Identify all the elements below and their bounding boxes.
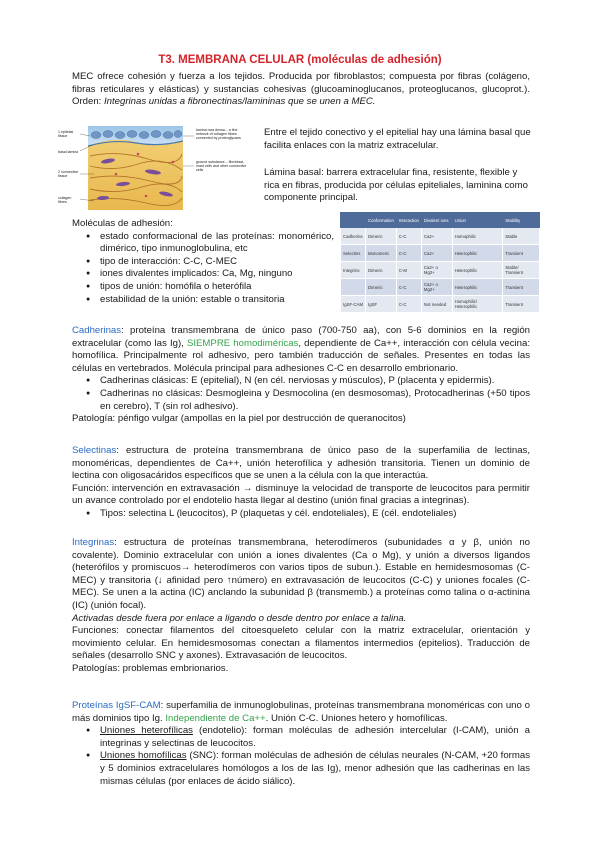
table-header-row	[341, 213, 540, 228]
table-cell: Dimeric	[366, 262, 397, 279]
basal-paragraph-1: Entre el tejido conectivo y el epitelial hay una lámina basal que facilita enlaces con la matriz extracelular.	[264, 127, 531, 151]
selectinas-funcion: Función: intervención en extravasación → disminuye la velocidad de transporte de leucocitos para permitir un avance controlado por el endotelio hasta llegar al destino (unión final gracias a integrinas).	[72, 482, 530, 507]
table-cell: C-C	[396, 279, 421, 296]
table-cell: Ca2+ o Mg2+	[421, 279, 452, 296]
molecules-section	[72, 218, 334, 306]
table-header: Conformation	[366, 213, 397, 228]
igsf-text: : superfamilia de inmunoglobulinas, proteínas transmembrana monoméricas con uno o más dominios tipo Ig.	[72, 700, 530, 724]
molecule-item: ● iones divalentes implicados: Ca, Mg, ninguno	[72, 268, 334, 281]
molecule-item: ● tipo de interacción: C-C, C-MEC	[72, 256, 334, 269]
fig-label-basal: basal lamina	[58, 150, 79, 154]
table-cell: Heterophilic	[452, 262, 503, 279]
table-cell: Transient	[503, 296, 540, 313]
table-row	[341, 279, 540, 296]
adhesion-table	[340, 212, 540, 313]
table-cell: Heterophilic	[452, 245, 503, 262]
igsf-item	[72, 725, 530, 750]
igsf-green: Independiente de Ca++	[165, 712, 266, 724]
integrinas-label: Integrinas	[72, 537, 115, 548]
intro-paragraph	[72, 71, 530, 109]
table-cell: Ca2+ o Mg2+	[421, 262, 452, 279]
table-row	[341, 262, 540, 279]
fig-label-epitelial: 1 epitelial tissue	[58, 130, 74, 139]
selectinas-label: Selectinas	[72, 445, 117, 456]
table-cell: IgSF-CAM	[341, 296, 366, 313]
table-cell: Heterophilic	[452, 279, 503, 296]
igsf-item-title: Uniones heterofílicas	[100, 725, 193, 737]
table-cell: Homophilic	[452, 228, 503, 245]
fig-label-collagen: collagen fibres	[58, 196, 72, 205]
table-cell: Stable/ Transient	[503, 262, 540, 279]
table-row	[341, 296, 540, 313]
integrinas-patologias: Patologías: problemas embrionarios.	[72, 662, 229, 674]
fig-label-ground: ground substance... fibroblast, mast cells and other connective cells	[196, 160, 247, 173]
igsf-item-text: (endotelio): forman moléculas de adhesión intercelular (I-CAM), unión a integrinas y selectinas de leucocitos.	[100, 725, 530, 749]
integrinas-section	[72, 537, 530, 676]
intro-text: MEC ofrece cohesión y fuerza a los tejidos. Producida por fibroblastos; compuesta por fibras (colágeno, fibras reticulares y elásticas) y sustancias cohesivas (glucoaminoglucanos, proteoglucanos, glucoprot.). Orden:	[72, 71, 530, 108]
cadherinas-patologia: Patología: pénfigo vulgar (ampollas en la piel por destrucción de queranocitos)	[72, 413, 406, 425]
table-cell: Transient	[503, 279, 540, 296]
igsf-item-text: (SNC): forman moléculas de adhesión de células neurales (N-CAM, +20 formas y 5 dominios extracelulares homólogos a los de las Ig), menor adhesión que las cadherinas en las mismas células (por enlaces de ácido siálico).	[100, 750, 530, 787]
cadherinas-label: Cadherinas	[72, 325, 122, 336]
table-cell: IgSF	[366, 296, 397, 313]
cadherinas-green: SIEMPRE homodiméricas	[186, 337, 299, 349]
cadherinas-item: ● Cadherinas clásicas: E (epitelial), N (en cél. nerviosas y músculos), P (placenta y epidermis).	[72, 375, 530, 388]
molecule-item: ● tipos de unión: homófila o heterófila	[72, 281, 334, 294]
molecule-item: ● estabilidad de la unión: estable o transitoria	[72, 294, 334, 307]
table-cell: Ca2+	[421, 228, 452, 245]
fig-label-connective: 2 connective tissue	[58, 170, 79, 179]
igsf-item-title: Uniones homofílicas	[100, 750, 187, 762]
igsf-label: Proteínas IgSF-CAM	[72, 700, 161, 711]
table-cell: Dimeric	[366, 279, 397, 296]
igsf-section	[72, 700, 530, 788]
table-header	[341, 213, 366, 228]
integrinas-text: : estructura de proteínas transmembrana, heterodímeros (subunidades α y β, unión no covalente). Dominio extracelular con unión a iones divalentes (Ca o Mg), y unión a diversos ligandos (heterófilos y promiscuos→ heterodímeros con varios tipos de subun.). Estable en hemidesmosomas (C-MEC) y transitoria (↓ afinidad pero ↑número) en extravasación de leucocitos (C-C) y uniones focales (C-MEC). Se unen a la actina (IC) anclando la subunidad β (transmemb.) a proteínas como talina o α-actinina (IC) (unión focal).	[72, 537, 530, 611]
table-row	[341, 245, 540, 262]
cadherinas-text: : proteína transmembrana de único paso (700-750 aa), con 5-6 dominios en la región extracelular (como las Ig),	[72, 325, 530, 349]
table-cell: C-M	[396, 262, 421, 279]
table-row	[341, 228, 540, 245]
table-cell: Homophilic/ Heterophilic	[452, 296, 503, 313]
table-cell: Dimeric	[366, 228, 397, 245]
page-title: T3. MEMBRANA CELULAR (moléculas de adhesión)	[158, 54, 442, 66]
selectinas-text: : estructura de proteína transmembrana de único paso de la superfamilia de lectinas, monoméricas, dependientes de Ca++, unión heterofílica y adhesión transitoria. Tienen un dominio de lectina con oligosacáridos específicos que se unen a la célula con la que interactúa.	[72, 445, 530, 482]
molecule-item: ● estado conformacional de las proteínas: monomérico, dimérico, tipo inmunoglobulina, etc	[72, 231, 334, 256]
fig-label-rara-densa: lamina rara densa... a fine network of collagen fibres connected by proteoglycans	[196, 128, 241, 141]
cadherinas-item: ● Cadherinas no clásicas: Desmogleina y Desmocolina (en desmosomas), Protocadherinas (+50 tipos en cerebro), T (sin rol adhesivo).	[72, 388, 530, 413]
intro-italic: Integrinas unidas a fibronectinas/lamininas que se unen a MEC.	[104, 96, 376, 108]
table-cell: Integrins	[341, 262, 366, 279]
table-cell: C-C	[396, 245, 421, 262]
table-cell	[341, 279, 366, 296]
table-cell: Ca2+	[421, 245, 452, 262]
selectinas-section	[72, 445, 530, 521]
table-cell: Selectins	[341, 245, 366, 262]
basal-paragraph-2: Lámina basal: barrera extracelular fina, resistente, flexible y rica en fibras, producida por células epiteliales, laminina como componente principal.	[264, 167, 528, 204]
cadherinas-text: , dependiente de Ca++, interacción con célula vecina: homofílica. Principalmente rol adhesivo, pero también traducción de señales. Presentes en todas las células en vertebrados. Molécula principal para adhesiones C-C en desarrollo embrionario.	[72, 337, 531, 374]
table-cell: Monomeric	[366, 245, 397, 262]
selectinas-item: ● Tipos: selectina L (leucocitos), P (plaquetas y cél. endoteliales), E (cél. endoteliales)	[72, 508, 530, 521]
igsf-item	[72, 750, 530, 788]
table-cell: Stable	[503, 228, 540, 245]
table-cell: C-C	[396, 228, 421, 245]
igsf-text: . Unión C-C. Uniones hetero y homofílicas.	[265, 712, 448, 724]
table-header: Interaction	[396, 213, 421, 228]
table-cell: Transient	[503, 245, 540, 262]
table-header: Union	[452, 213, 503, 228]
integrinas-italic: Activadas desde fuera por enlace a ligando o desde dentro por enlace a talina.	[72, 612, 407, 624]
molecules-heading: Moléculas de adhesión:	[72, 218, 173, 229]
integrinas-funciones: Funciones: conectar filamentos del citoesqueleto celular con la matriz extracelular, orientación y movimiento celular. En hemidesmosomas conectan a filamentos intermedios (epitelios). Traducción de señales (desarrollo SNC y axones). Extravasación de leucocitos.	[72, 625, 530, 662]
table-header: Divalent ions	[421, 213, 452, 228]
table-cell: Cadherins	[341, 228, 366, 245]
tissue-figure	[58, 126, 248, 210]
table-cell: Not needed	[421, 296, 452, 313]
table-header: Stability	[503, 213, 540, 228]
table-cell: C-C	[396, 296, 421, 313]
cadherinas-section	[72, 325, 530, 426]
